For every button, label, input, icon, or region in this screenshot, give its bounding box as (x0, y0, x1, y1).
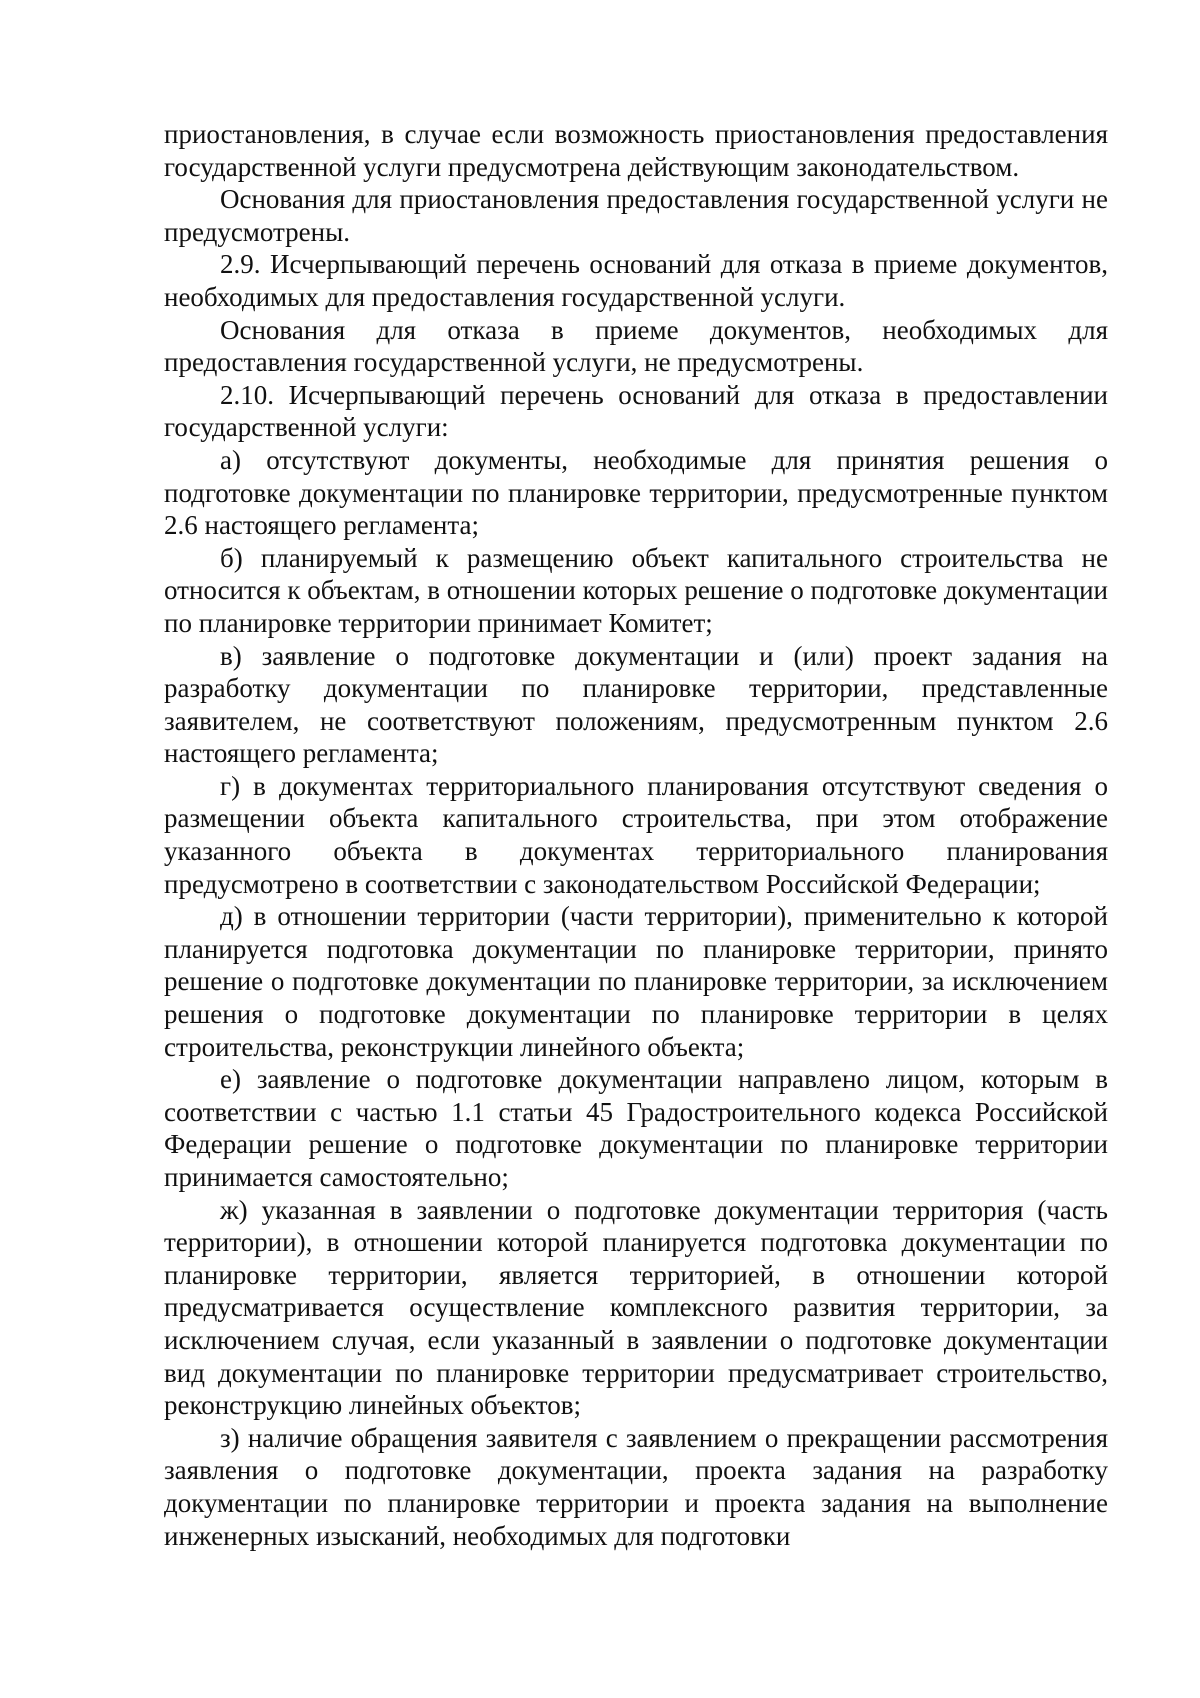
paragraph-suspension-continuation: приостановления, в случае если возможность приостановления предоставления государственной услуги предусмотрена действующим законодательством. (164, 119, 1108, 182)
list-item-v: в) заявление о подготовке документации и (или) проект задания на разработку документации по планировке территории, представленные заявителем, не соответствуют положениям, предусмотренным пунктом 2.6 настоящего регламента; (164, 640, 1108, 769)
paragraph-2-10-heading: 2.10. Исчерпывающий перечень оснований для отказа в предоставлении государственной услуги: (164, 379, 1108, 443)
list-item-z: з) наличие обращения заявителя с заявлением о прекращении рассмотрения заявления о подготовке документации, проекта задания на разработку документации по планировке территории и проекта задания на выполнение инженерных изысканий, необходимых для подготовки (164, 1422, 1108, 1551)
paragraph-2-9-heading: 2.9. Исчерпывающий перечень оснований для отказа в приеме документов, необходимых для предоставления государственной услуги. (164, 249, 1108, 312)
list-item-g: г) в документах территориального планирования отсутствуют сведения о размещении объекта капитального строительства, при этом отображение указанного объекта в документах территориального планирования предусмотрено в соответствии с законодательством Российской Федерации; (164, 770, 1108, 899)
list-item-d: д) в отношении территории (части территории), применительно к которой планируется подготовка документации по планировке территории, принято решение о подготовке документации по планировке территории, за исключением решения о подготовке документации по планировке территории в целях строительства, реконструкции линейного объекта; (164, 901, 1108, 1062)
paragraph-no-refusal-acceptance-grounds: Основания для отказа в приеме документов, необходимых для предоставления государственной услуги, не предусмотрены. (164, 314, 1108, 378)
list-item-e: е) заявление о подготовке документации направлено лицом, которым в соответствии с частью 1.1 статьи 45 Градостроительного кодекса Российской Федерации решение о подготовке документации по планировке территории принимается самостоятельно; (164, 1064, 1108, 1192)
list-item-a: а) отсутствуют документы, необходимые для принятия решения о подготовке документации по планировке территории, предусмотренные пунктом 2.6 настоящего регламента; (164, 444, 1108, 541)
document-body (164, 118, 1108, 1552)
paragraph-no-suspension-grounds: Основания для приостановления предоставления государственной услуги не предусмотрены. (164, 184, 1108, 247)
list-item-zh: ж) указанная в заявлении о подготовке документации территория (часть территории), в отношении которой планируется подготовка документации по планировке территории, является территорией, в отношении которой предусматривается осуществление комплексного развития территории, за исключением случая, если указанный в заявлении о подготовке документации вид документации по планировке территории предусматривает строительство, реконструкцию линейных объектов; (164, 1194, 1108, 1421)
list-item-b: б) планируемый к размещению объект капитального строительства не относится к объектам, в отношении которых решение о подготовке документации по планировке территории принимает Комитет; (164, 542, 1108, 638)
